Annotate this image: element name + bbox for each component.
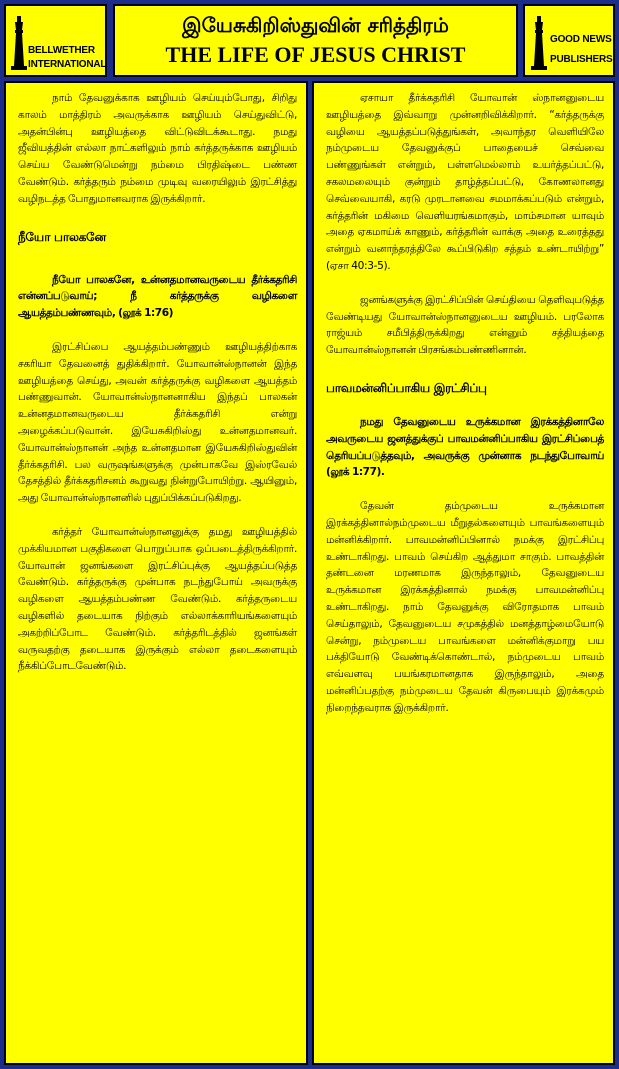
title-english: THE LIFE OF JESUS CHRIST xyxy=(165,42,466,67)
left-column xyxy=(4,81,308,1065)
right-verse: நமது தேவனுடைய உருக்கமான இரக்கத்தினாலே அவருடைய ஜனத்துக்குப் பாவமன்னிப்பாகிய இரட்சிப்பைத் தெரியப்படுத்தவும், அவருக்கு முன்னாக நடந்துபோவாய் (லூக் 1:77). xyxy=(326,415,604,479)
right-column xyxy=(312,81,615,1065)
bellwether-line2: INTERNATIONAL xyxy=(28,59,107,70)
good-news-logo xyxy=(523,4,615,77)
left-paragraph-1: நாம் தேவனுக்காக ஊழியம் செய்யும்போது, சிறிது காலம் மாத்திரம் அவருக்காக ஊழியம் செய்துவிட்டு, அதன்பின்பு ஊழியத்தை விட்டுவிடக்கூடாது. நமது ஜீவியத்தின் எல்லா நாட்களிலும் நாம் கர்த்தருக்காக ஊழியம் செய்ய வேண்டுமென்று நம்மை பிரதிஷ்டை பண்ண வேண்டும். கர்த்தரும் நம்மை முடிவு வரையிலும் இரட்சித்து வழிநடத்த போதுமானவராக இருக்கிறார். xyxy=(18,92,297,205)
section-heading-salvation: பாவமன்னிப்பாகிய இரட்சிப்பு xyxy=(326,380,487,395)
left-paragraph-3: கர்த்தர் யோவான்ஸ்நானனுக்கு தமது ஊழியத்தில் முக்கியமான பகுதிகளை பொறுப்பாக ஒப்படைத்திருக்கிறார். யோவான் ஜனங்களை இரட்சிப்புக்கு ஆயத்தப்படுத்த வேண்டும். கர்த்தருக்கு முன்பாக நடந்துபோய் அவருக்கு வழிகளை ஆயத்தம்பண்ண வேண்டும். கர்த்தருடைய வழிகளில் தடையாக நிற்கும் எல்லாக்காரியங்களையும் அகற்றிப்போட வேண்டும். கர்த்தரிடத்தில் ஜனங்கள் வருவதற்கு தடையாக இருக்கும் எல்லா தடைகளையும் நீக்கிப்போடவேண்டும். xyxy=(18,525,297,673)
good-news-line2: PUBLISHERS xyxy=(550,54,613,65)
tower-icon xyxy=(529,14,549,74)
bellwether-line1: BELLWETHER xyxy=(28,45,95,56)
title-tamil: இயேசுகிறிஸ்துவின் சரித்திரம் xyxy=(182,13,449,37)
section-heading-child: நீயோ பாலகனே xyxy=(18,229,106,244)
right-paragraph-3: தேவன் தம்முடைய உருக்கமான இரக்கத்தினால்நம்முடைய மீறுதல்களையும் பாவங்களையும் மன்னிக்கிறார். பாவமன்னிப்பினால் நமக்கு இரட்சிப்பு உண்டாகிறது. பாவம் செய்கிற ஆத்துமா சாகும். பாவத்தின் தண்டனை மரணமாக இருந்தாலும், தேவனுடைய உருக்கமான இரக்கத்தினால் நமக்கு பாவமன்னிப்பு உண்டாகிறது. நாம் தேவனுக்கு விரோதமாக பாவம் செய்தாலும், தேவனுடைய சமுகத்தில் மனத்தாழ்மையோடு சென்று, நம்முடைய பாவங்களை மன்னிக்குமாறு பய பக்தியோடு வேண்டிக்கொண்டால், நம்முடைய பாவம் எவ்வளவு பயங்கரமானதாக இருந்தாலும், அதை மன்னிப்பதற்கு நம்முடைய தேவன் கிருபையும் இரக்கமும் நிறைந்தவராக இருக்கிறார். xyxy=(326,500,604,714)
right-paragraph-2: ஜனங்களுக்கு இரட்சிப்பின் செய்தியை தெளிவுபடுத்த வேண்டியது யோவான்ஸ்நானனுடைய ஊழியம். பரலோக ராஜ்யம் சமீபித்திருக்கிறது என்னும் சத்தியத்தை யோவான்ஸ்நானன் பிரசங்கம்பண்ணினான். xyxy=(326,293,604,357)
right-paragraph-1: ஏசாயா தீர்க்கதரிசி யோவான் ஸ்நானனுடைய ஊழியத்தை இவ்வாறு முன்னறிவிக்கிறார். “கர்த்தருக்கு வழியை ஆயத்தப்படுத்துங்கள், அவாந்தர வெளியிலே நம்முடைய தேவனுக்குப் பாதையைச் செவ்வை பண்ணுங்கள் என்றும், பள்ளமெல்லாம் உயர்த்தப்பட்டு, சகலமலையும் குன்றும் தாழ்த்தப்பட்டு, கோணலானது செவ்வையாகி, கரடு முரடானவை சமமாக்கப்படும் என்றும், கர்த்தரின் மகிமை வெளியரங்கமாகும், மாம்சமான யாவும் அதை ஏகமாய்க் காணும், கர்த்தரின் வாக்கு அதை உரைத்தது என்றும் வனாந்தரத்திலே கூப்பிடுகிற சத்தம் உண்டாயிற்று” (ஏசா 40:3-5). xyxy=(326,92,604,272)
left-verse: நீயோ பாலகனே, உன்னதமானவருடைய தீர்க்கதரிசி என்னப்படுவாய்; நீ கர்த்தருக்கு வழிகளை ஆயத்தம்பண்ணவும், (லூக் 1:76) xyxy=(18,273,297,320)
tower-icon xyxy=(9,14,29,74)
bellwether-logo xyxy=(4,4,107,77)
good-news-line1: GOOD NEWS xyxy=(550,34,612,45)
title-banner xyxy=(113,4,518,77)
left-paragraph-2: இரட்சிப்பை ஆயத்தம்பண்ணும் ஊழியத்திற்காக சகரியா தேவனைத் துதிக்கிறார். யோவான்ஸ்நானன் இந்த ஊழியத்தை செய்து, அவன் கர்த்தருக்கு வழிகளை ஆயத்தம் பண்ணுவான். யோவான்ஸ்நானனாகிய இந்தப் பாலகன் உன்னதமானவருடைய தீர்க்கதரிசி என்று அழைக்கப்படுவான். இயேசுகிறிஸ்து உன்னதமானவர். யோவான்ஸ்நானன் அந்த உன்னதமான இயேசுகிறிஸ்துவின் தீர்க்கதரிசி. பல வருஷங்களுக்கு முன்பாகவே இஸ்ரவேல் தேசத்தில் தீர்க்கதரிசனம் கூறுவது நின்றுபோயிற்று. ஆயினும், அது யோவான்ஸ்நானனில் புதுப்பிக்கப்படுகிறது. xyxy=(18,340,297,505)
